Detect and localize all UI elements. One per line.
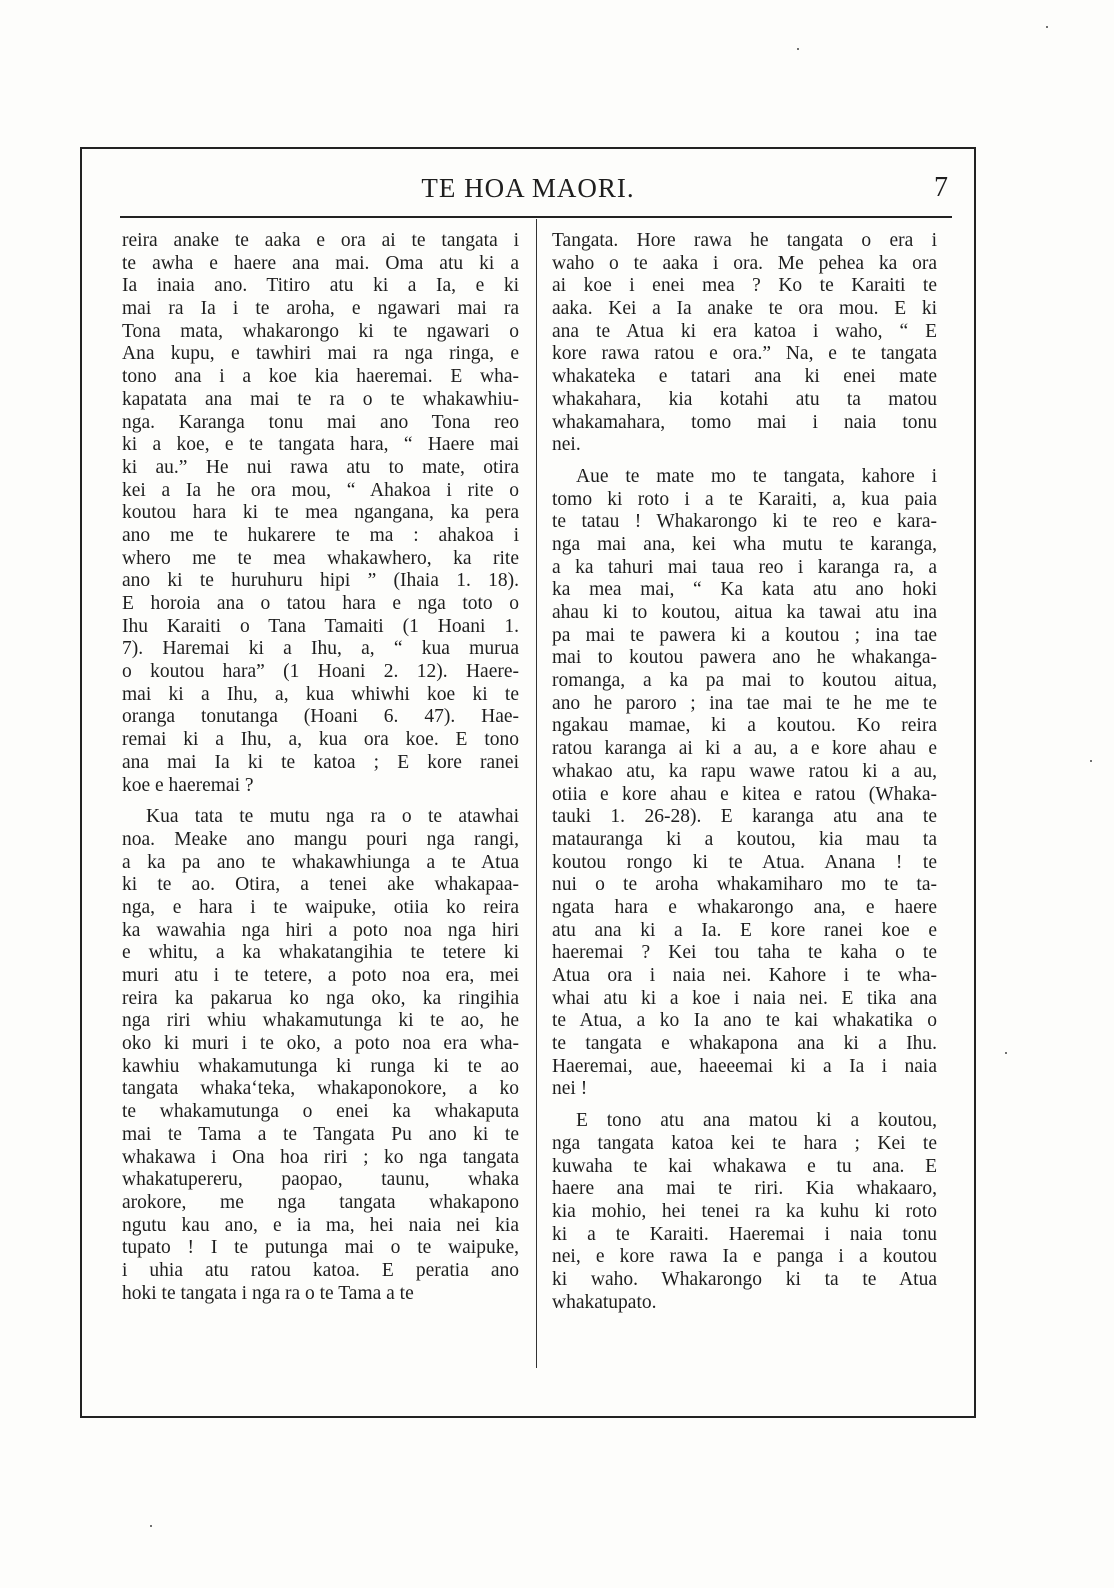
text-line: pa mai te pawera ki a koutou ; ina tae — [552, 624, 937, 646]
text-line: tauki 1. 26-28). E karanga atu ana te — [552, 806, 937, 828]
text-line: nei, e kore rawa Ia e panga i a koutou — [552, 1246, 937, 1268]
text-line: tangata whaka‘teka, whakaponokore, a ko — [122, 1078, 519, 1100]
text-line: ngutu kau ano, e ia ma, hei naia nei kia — [122, 1214, 519, 1236]
text-line: waho o te aaka i ora. Me pehea ka ora — [552, 252, 937, 274]
text-line: ai koe i enei mea ? Ko te Karaiti te — [552, 275, 937, 297]
text-line: kore rawa ratou e ora.” Na, e te tangata — [552, 343, 937, 365]
text-line: ana te Atua ki era katoa i waho, “ E — [552, 320, 937, 342]
text-line: nga mai ana, kei wha mutu te karanga, — [552, 533, 937, 555]
paragraph — [552, 1110, 937, 1314]
text-line: whakawa i Ona hoa riri ; ko nga tangata — [122, 1146, 519, 1168]
paragraph — [122, 806, 519, 1305]
text-line: hoki te tangata i nga ra o te Tama a te — [122, 1282, 414, 1304]
text-line: a ka tahuri mai taua reo i karanga ra, a — [552, 556, 937, 578]
text-line: tomo ki roto i a te Karaiti, a, kua paia — [552, 488, 937, 510]
print-speck — [1005, 1052, 1007, 1054]
text-line: nga tangata katoa kei te hara ; Kei te — [552, 1132, 937, 1154]
text-line: otiia e kore ahau e kitea e ratou (Whaka- — [552, 783, 937, 805]
text-line: ano me te hukarere te ma : ahakoa i — [122, 524, 519, 546]
text-line: Kua tata te mutu nga ra o te atawhai — [146, 806, 519, 828]
text-line: ki te ao. Otira, a tenei ake whakapaa- — [122, 874, 519, 896]
text-line: haeremai ? Kei tou taha te kaha o te — [552, 942, 937, 964]
text-line: mai ra Ia i te aroha, e ngawari mai ra — [122, 298, 519, 320]
text-line: oranga tonutanga (Hoani 6. 47). Hae- — [122, 706, 519, 728]
text-line: E horoia ana o tatou hara e nga toto o — [122, 593, 519, 614]
text-line: nga, e hara i te waipuke, otiia ko reira — [122, 896, 519, 918]
running-title: TE HOA MAORI. — [421, 173, 635, 203]
text-line: mai te Tama a te Tangata Pu ano ki te — [122, 1123, 519, 1145]
text-line: aaka. Kei a Ia anake te ora mou. E ki — [552, 298, 937, 320]
text-line: ki au.” He nui rawa atu to mate, otira — [122, 456, 519, 478]
text-line: nga riri whiu whakamutunga ki te ao, he — [122, 1010, 519, 1032]
text-line: ka wawahia nga hiri a poto noa nga hiri — [122, 919, 519, 941]
right-column — [552, 230, 937, 1323]
text-line: ana mai Ia ki te katoa ; E kore ranei — [122, 751, 519, 773]
text-line: whakao atu, ka rapu wawe ratou ki a au, — [552, 760, 937, 782]
text-line: ahau ki to koutou, aitua ka tawai atu ina — [552, 602, 937, 623]
text-line: whakahara, kia kotahi atu ta matou — [552, 388, 937, 410]
text-line: whai atu ki a koe i naia nei. E tika ana — [552, 987, 937, 1009]
text-line: Atua ora i naia nei. Kahore i te wha- — [552, 965, 937, 986]
print-speck — [1090, 760, 1092, 762]
text-line: ki waho. Whakarongo ki ta te Atua — [552, 1268, 937, 1290]
text-line: matauranga ki a koutou, kia mau ta — [552, 828, 937, 850]
text-line: ratou karanga ai ki a au, a e kore ahau e — [552, 738, 937, 760]
text-line: ki a te Karaiti. Haeremai i naia tonu — [552, 1223, 937, 1245]
text-line: whakateka e tatari ana ki enei mate — [552, 366, 937, 388]
text-line: muri atu i te tetere, a poto noa era, mei — [122, 965, 519, 986]
text-line: ka mea mai, “ Ka kata atu ano hoki — [552, 579, 937, 601]
text-line: nga. Karanga tonu mai ano Tona reo — [122, 411, 519, 433]
print-speck — [1046, 26, 1048, 28]
left-column — [122, 230, 519, 1314]
text-line: tono ana i a koe kia haeremai. E wha- — [122, 366, 519, 388]
text-line: kapatata ana mai te ra o te whakawhiu- — [122, 388, 519, 410]
text-line: ano he paroro ; ina tae mai te he me te — [552, 692, 937, 714]
text-line: ki a koe, e te tangata hara, “ Haere mai — [122, 434, 519, 456]
text-line: tupato ! I te putunga mai o te waipuke, — [122, 1237, 519, 1259]
print-speck — [797, 48, 799, 50]
text-line: oko ki muri i te oko, a poto noa era wha- — [122, 1033, 519, 1055]
text-line: te tangata e whakapona ana ki a Ihu. — [552, 1033, 937, 1055]
text-line: e whitu, a ka whakatangihia te tetere ki — [122, 942, 519, 964]
page-number: 7 — [934, 172, 948, 203]
print-speck — [150, 1525, 152, 1527]
text-line: ngakau mamae, ki a koutou. Ko reira — [552, 715, 937, 737]
paragraph — [122, 230, 519, 797]
text-line: remai ki a Ihu, a, kua ora koe. E tono — [122, 729, 519, 751]
text-line: ano ki te huruhuru hipi ” (Ihaia 1. 18). — [122, 570, 519, 592]
text-line: kia mohio, hei tenei ra ka kuhu ki roto — [552, 1200, 937, 1222]
text-line: haere ana mai te riri. Kia whakaaro, — [552, 1178, 937, 1200]
text-line: Ana kupu, e tawhiri mai ra nga ringa, e — [122, 343, 519, 365]
text-line: mai to koutou pawera ano he whakanga- — [552, 647, 937, 669]
text-line: whero me te mea whakawhero, ka rite — [122, 547, 519, 569]
text-line: mai ki a Ihu, a, kua whiwhi koe ki te — [122, 683, 519, 705]
text-line: Ia inaia ano. Titiro atu ki a Ia, e ki — [122, 275, 519, 297]
text-line: nui o te aroha whakamiharo mo te ta- — [552, 874, 937, 896]
text-line: te Atua, a ko Ia ano te kai whakatika o — [552, 1010, 937, 1032]
text-line: i uhia atu ratou katoa. E peratia ano — [122, 1259, 519, 1281]
text-line: atu ana ki a Ia. E kore ranei koe e — [552, 919, 937, 941]
header-rule — [120, 216, 952, 218]
text-line: nei ! — [552, 1078, 588, 1100]
text-line: te tatau ! Whakarongo ki te reo e kara- — [552, 511, 937, 533]
text-line: arokore, me nga tangata whakapono — [122, 1191, 519, 1213]
text-line: whakamahara, tomo mai i naia tonu — [552, 411, 937, 433]
text-line: Aue te mate mo te tangata, kahore i — [576, 465, 937, 487]
text-line: whakatupereru, paopao, taunu, whaka — [122, 1169, 519, 1191]
text-line: koutou rongo ki te Atua. Anana ! te — [552, 851, 937, 873]
text-line: kawhiu whakamutunga ki runga ki te ao — [122, 1055, 519, 1077]
text-line: reira ka pakarua ko nga oko, ka ringihia — [122, 987, 519, 1009]
text-line: koutou hara ki te mea ngangana, ka pera — [122, 502, 519, 524]
text-line: kuwaha te kai whakawa e tu ana. E — [552, 1155, 937, 1177]
paragraph — [552, 230, 937, 457]
text-line: whakatupato. — [552, 1291, 657, 1313]
text-line: romanga, a ka pa mai to koutou aitua, — [552, 670, 937, 692]
text-line: Ihu Karaiti o Tana Tamaiti (1 Hoani 1. — [122, 615, 519, 637]
text-line: 7). Haremai ki a Ihu, a, “ kua murua — [122, 638, 519, 660]
text-line: o koutou hara” (1 Hoani 2. 12). Haere- — [122, 661, 519, 683]
text-line: te whakamutunga o enei ka whakaputa — [122, 1101, 519, 1123]
text-line: Tona mata, whakarongo ki te ngawari o — [122, 320, 519, 342]
paragraph — [552, 466, 937, 1101]
column-divider — [536, 219, 537, 1368]
text-line: reira anake te aaka e ora ai te tangata i — [122, 230, 519, 251]
text-line: Haeremai, aue, haeeemai ki a Ia i naia — [552, 1055, 937, 1077]
text-line: Tangata. Hore rawa he tangata o era i — [552, 230, 937, 251]
text-line: kei a Ia he ora mou, “ Ahakoa i rite o — [122, 479, 519, 501]
text-line: noa. Meake ano mangu pouri nga rangi, — [122, 828, 519, 850]
text-line: koe e haeremai ? — [122, 774, 254, 796]
text-line: te awha e haere ana mai. Oma atu ki a — [122, 252, 519, 274]
text-line: a ka pa ano te whakawhiunga a te Atua — [122, 851, 519, 873]
page-header — [80, 168, 976, 208]
text-line: E tono atu ana matou ki a koutou, — [576, 1110, 937, 1132]
text-line: ngata hara e whakarongo ana, e haere — [552, 896, 937, 918]
text-line: nei. — [552, 434, 581, 456]
